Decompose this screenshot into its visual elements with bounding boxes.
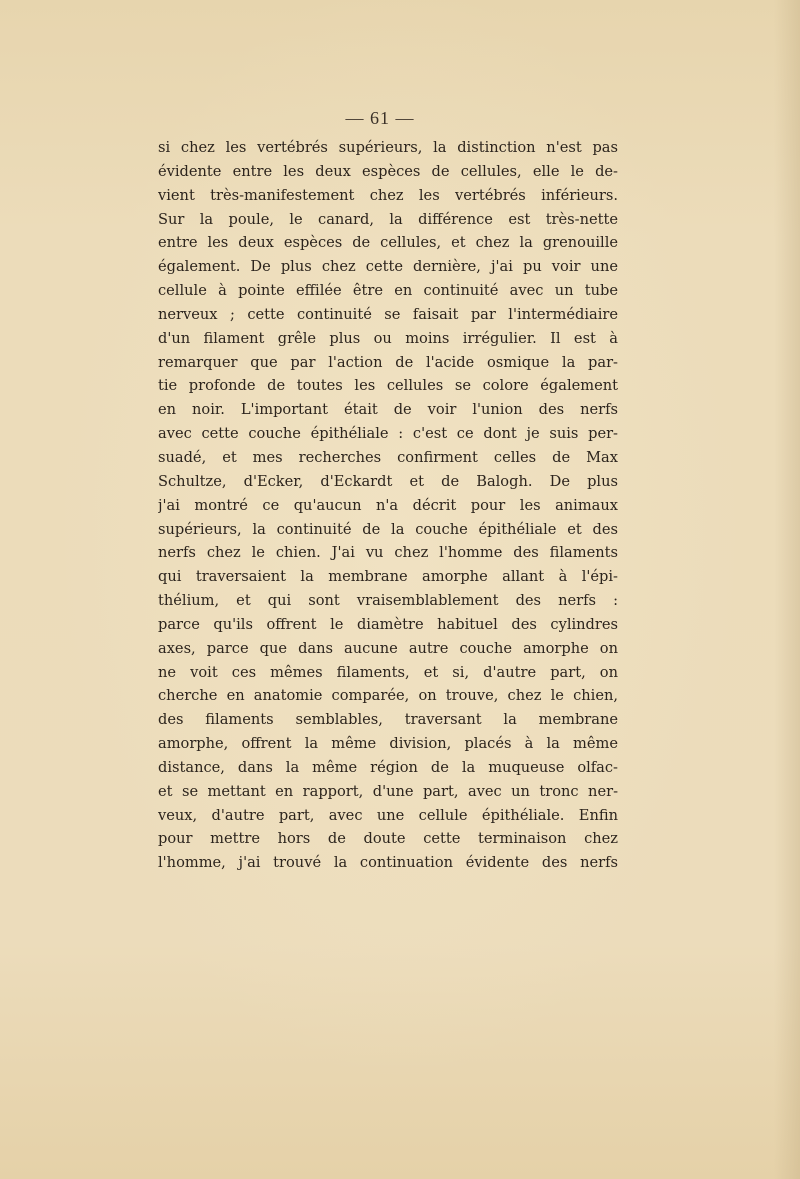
text-line: distance, dans la même région de la muqueuse olfac- bbox=[158, 758, 618, 776]
text-line: si chez les vertébrés supérieurs, la distinction n'est pas bbox=[158, 139, 618, 156]
text-line: également. De plus chez cette dernière, j'ai pu voir une bbox=[158, 258, 618, 276]
body-text bbox=[158, 136, 618, 875]
text-line: axes, parce que dans aucune autre couche amorphe on bbox=[158, 639, 618, 657]
text-line: thélium, et qui sont vraisemblablement des nerfs : bbox=[158, 592, 618, 610]
text-line: pour mettre hors de doute cette terminaison chez bbox=[158, 830, 618, 848]
text-line: d'un filament grêle plus ou moins irrégulier. Il est à bbox=[158, 329, 618, 347]
text-line: évidente entre les deux espèces de cellules, elle le de- bbox=[158, 162, 618, 180]
text-line: cellule à pointe effilée être en continuité avec un tube bbox=[158, 282, 618, 300]
text-line: nerveux ; cette continuité se faisait par l'intermédiaire bbox=[158, 305, 618, 323]
text-line: l'homme, j'ai trouvé la continuation évidente des nerfs bbox=[158, 854, 618, 872]
text-line: qui traversaient la membrane amorphe allant à l'épi- bbox=[158, 568, 618, 586]
text-line: j'ai montré ce qu'aucun n'a décrit pour les animaux bbox=[158, 496, 618, 514]
text-line: entre les deux espèces de cellules, et chez la grenouille bbox=[158, 234, 618, 252]
text-line: tie profonde de toutes les cellules se colore également bbox=[158, 377, 618, 395]
text-line: et se mettant en rapport, d'une part, avec un tronc ner- bbox=[158, 782, 618, 800]
text-line: Sur la poule, le canard, la différence est très-nette bbox=[158, 210, 618, 228]
page-number: — 61 — bbox=[345, 108, 415, 128]
text-line: Schultze, d'Ecker, d'Eckardt et de Balogh. De plus bbox=[158, 472, 618, 490]
text-line: nerfs chez le chien. J'ai vu chez l'homme des filaments bbox=[158, 544, 618, 562]
text-line: suadé, et mes recherches confirment celles de Max bbox=[158, 448, 618, 466]
text-line: remarquer que par l'action de l'acide osmique la par- bbox=[158, 353, 618, 371]
page-edge-shadow bbox=[774, 0, 800, 1179]
text-line: cherche en anatomie comparée, on trouve, chez le chien, bbox=[158, 687, 618, 705]
text-line: veux, d'autre part, avec une cellule épithéliale. Enfin bbox=[158, 806, 618, 824]
text-line: parce qu'ils offrent le diamètre habituel des cylindres bbox=[158, 615, 618, 633]
text-line: des filaments semblables, traversant la membrane bbox=[158, 711, 618, 729]
text-line: ne voit ces mêmes filaments, et si, d'autre part, on bbox=[158, 663, 618, 681]
text-line: supérieurs, la continuité de la couche épithéliale et des bbox=[158, 520, 618, 538]
text-line: avec cette couche épithéliale : c'est ce dont je suis per- bbox=[158, 425, 618, 443]
text-line: vient très-manifestement chez les vertébrés inférieurs. bbox=[158, 186, 618, 204]
text-line: en noir. L'important était de voir l'union des nerfs bbox=[158, 401, 618, 419]
text-line: amorphe, offrent la même division, placés à la même bbox=[158, 735, 618, 753]
